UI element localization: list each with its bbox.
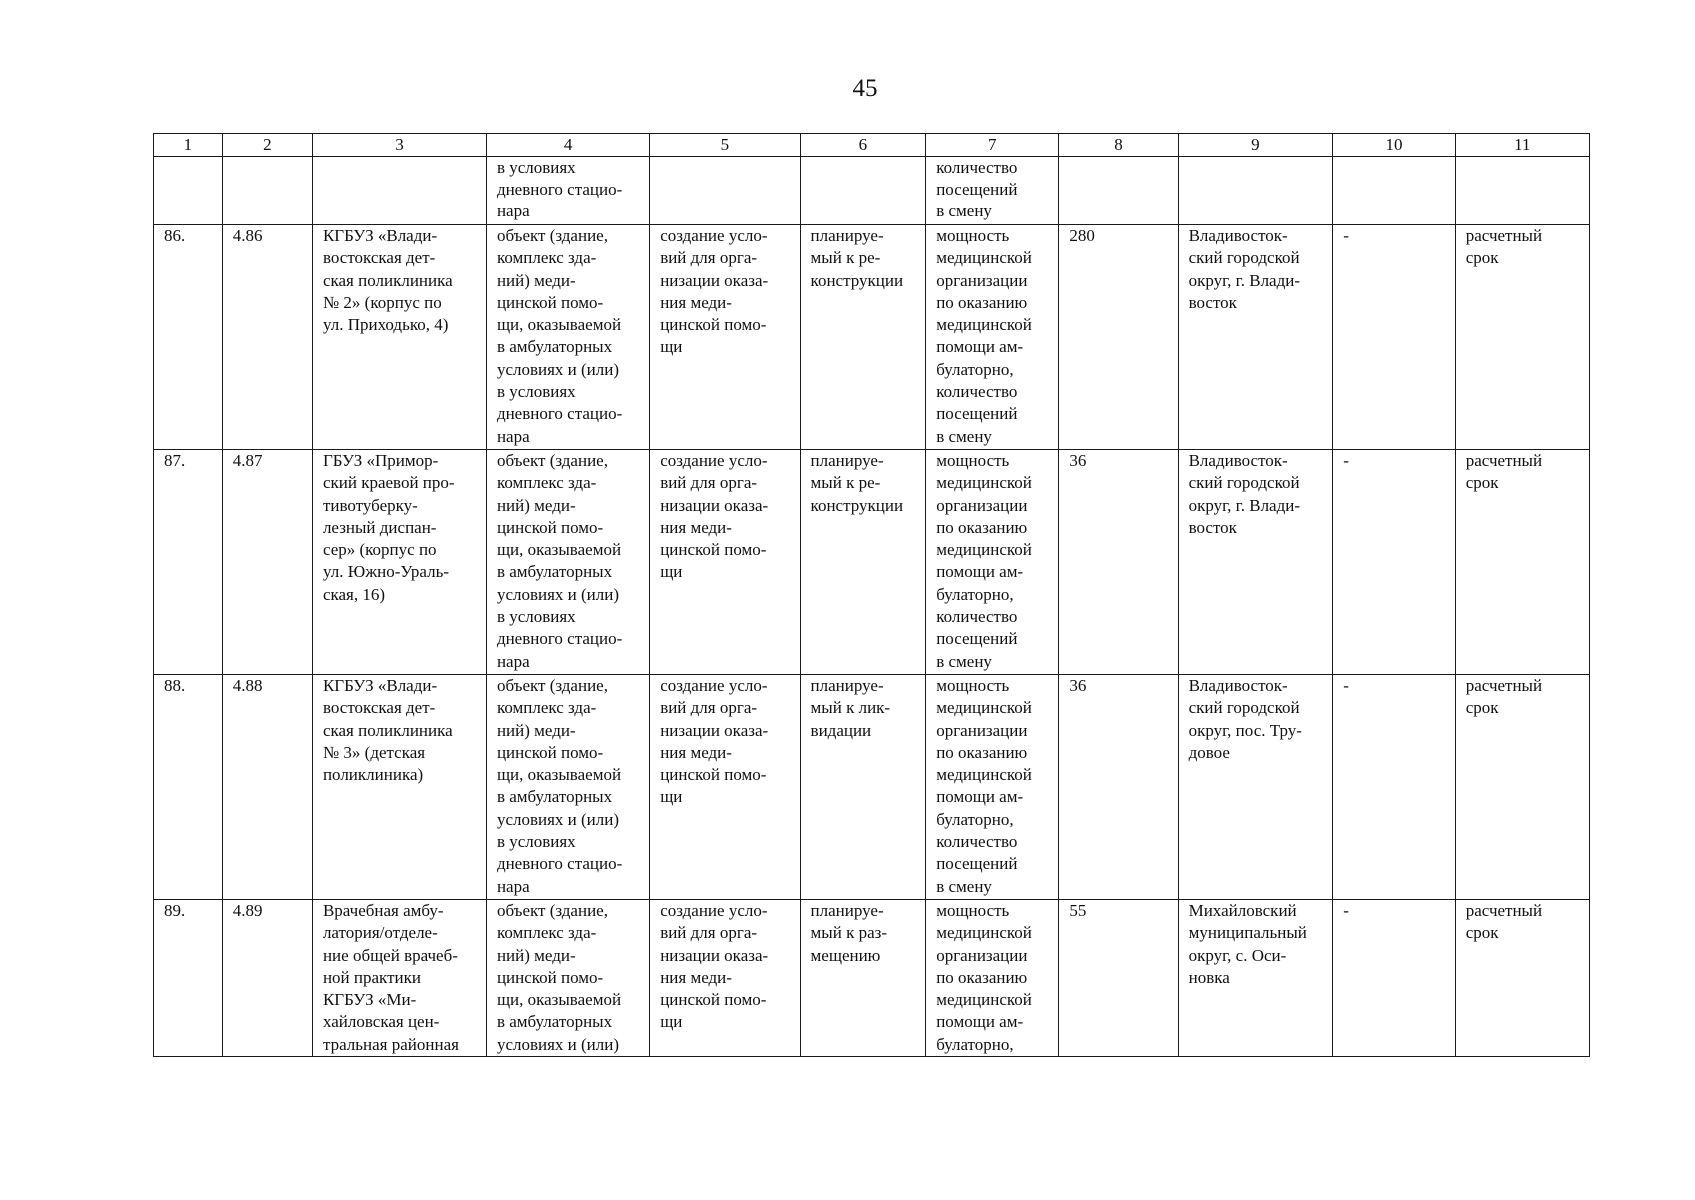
table-row	[154, 675, 1590, 900]
cell-characteristic: мощность медицинской организации по оказанию медицинской помощи ам- булаторно, количество посещений в смену	[926, 450, 1059, 675]
cell-object-type: объект (здание, комплекс зда- ний) меди- цинской помо- щи, оказываемой в амбулаторных условиях и (или) в условиях дневного стацио- нара	[486, 225, 649, 450]
cell-status: планируе- мый к лик- видации	[800, 675, 926, 900]
cell-capacity: 280	[1059, 225, 1178, 450]
cell-object-type: в условиях дневного стацио- нара	[486, 157, 649, 225]
cell-capacity: 55	[1059, 900, 1178, 1057]
cell-number: 89.	[154, 900, 223, 1057]
column-header: 9	[1178, 134, 1333, 157]
cell-location: Владивосток- ский городской округ, г. Влади- восток	[1178, 450, 1333, 675]
cell-index: 4.87	[222, 450, 312, 675]
cell-object-type: объект (здание, комплекс зда- ний) меди- цинской помо- щи, оказываемой в амбулаторных условиях и (или) в условиях дневного стацио- нара	[486, 450, 649, 675]
cell-purpose: создание усло- вий для орга- низации оказа- ния меди- цинской помо- щи	[650, 675, 800, 900]
column-header: 7	[926, 134, 1059, 157]
cell-location: Владивосток- ский городской округ, г. Влади- восток	[1178, 225, 1333, 450]
cell-capacity	[1059, 157, 1178, 225]
cell-number: 87.	[154, 450, 223, 675]
column-header: 3	[312, 134, 486, 157]
cell-location: Михайловский муниципальный округ, с. Оси- новка	[1178, 900, 1333, 1057]
cell-organization	[312, 157, 486, 225]
cell-capacity: 36	[1059, 675, 1178, 900]
column-header: 10	[1333, 134, 1455, 157]
cell-object-type: объект (здание, комплекс зда- ний) меди- цинской помо- щи, оказываемой в амбулаторных условиях и (или) в условиях дневного стацио- нара	[486, 675, 649, 900]
cell-location	[1178, 157, 1333, 225]
cell-purpose	[650, 157, 800, 225]
cell-capacity: 36	[1059, 450, 1178, 675]
cell-status: планируе- мый к ре- конструкции	[800, 450, 926, 675]
cell-purpose: создание усло- вий для орга- низации оказа- ния меди- цинской помо- щи	[650, 450, 800, 675]
table-row	[154, 450, 1590, 675]
column-header: 4	[486, 134, 649, 157]
cell-status	[800, 157, 926, 225]
cell-organization: ГБУЗ «Примор- ский краевой про- тивотуберку- лезный диспан- сер» (корпус по ул. Южно-Ураль- ская, 16)	[312, 450, 486, 675]
cell-characteristic: мощность медицинской организации по оказанию медицинской помощи ам- булаторно, количество посещений в смену	[926, 675, 1059, 900]
column-header: 2	[222, 134, 312, 157]
cell-index: 4.89	[222, 900, 312, 1057]
cell-characteristic: количество посещений в смену	[926, 157, 1059, 225]
page-number: 45	[852, 75, 878, 102]
cell-purpose: создание усло- вий для орга- низации оказа- ния меди- цинской помо- щи	[650, 225, 800, 450]
cell-term: расчетный срок	[1455, 450, 1589, 675]
cell-purpose: создание усло- вий для орга- низации оказа- ния меди- цинской помо- щи	[650, 900, 800, 1057]
table-row	[154, 900, 1590, 1057]
cell-term: расчетный срок	[1455, 900, 1589, 1057]
cell-zone: -	[1333, 900, 1455, 1057]
cell-term	[1455, 157, 1589, 225]
column-number-header-row	[154, 134, 1590, 157]
table-row-continuation	[154, 157, 1590, 225]
cell-zone: -	[1333, 225, 1455, 450]
column-header: 8	[1059, 134, 1178, 157]
cell-index: 4.88	[222, 675, 312, 900]
column-header: 6	[800, 134, 926, 157]
cell-number	[154, 157, 223, 225]
cell-term: расчетный срок	[1455, 225, 1589, 450]
column-header: 5	[650, 134, 800, 157]
cell-index	[222, 157, 312, 225]
column-header: 1	[154, 134, 223, 157]
cell-organization: КГБУЗ «Влади- востокская дет- ская поликлиника № 2» (корпус по ул. Приходько, 4)	[312, 225, 486, 450]
cell-organization: КГБУЗ «Влади- востокская дет- ская поликлиника № 3» (детская поликлиника)	[312, 675, 486, 900]
cell-status: планируе- мый к ре- конструкции	[800, 225, 926, 450]
facilities-table	[153, 133, 1590, 1057]
cell-location: Владивосток- ский городской округ, пос. Тру- довое	[1178, 675, 1333, 900]
cell-term: расчетный срок	[1455, 675, 1589, 900]
cell-characteristic: мощность медицинской организации по оказанию медицинской помощи ам- булаторно,	[926, 900, 1059, 1057]
cell-zone	[1333, 157, 1455, 225]
table-row	[154, 225, 1590, 450]
cell-object-type: объект (здание, комплекс зда- ний) меди- цинской помо- щи, оказываемой в амбулаторных условиях и (или)	[486, 900, 649, 1057]
cell-characteristic: мощность медицинской организации по оказанию медицинской помощи ам- булаторно, количество посещений в смену	[926, 225, 1059, 450]
cell-index: 4.86	[222, 225, 312, 450]
column-header: 11	[1455, 134, 1589, 157]
cell-number: 86.	[154, 225, 223, 450]
cell-zone: -	[1333, 450, 1455, 675]
cell-status: планируе- мый к раз- мещению	[800, 900, 926, 1057]
cell-number: 88.	[154, 675, 223, 900]
cell-zone: -	[1333, 675, 1455, 900]
cell-organization: Врачебная амбу- латория/отделе- ние общей врачеб- ной практики КГБУЗ «Ми- хайловская цен- тральная районная	[312, 900, 486, 1057]
